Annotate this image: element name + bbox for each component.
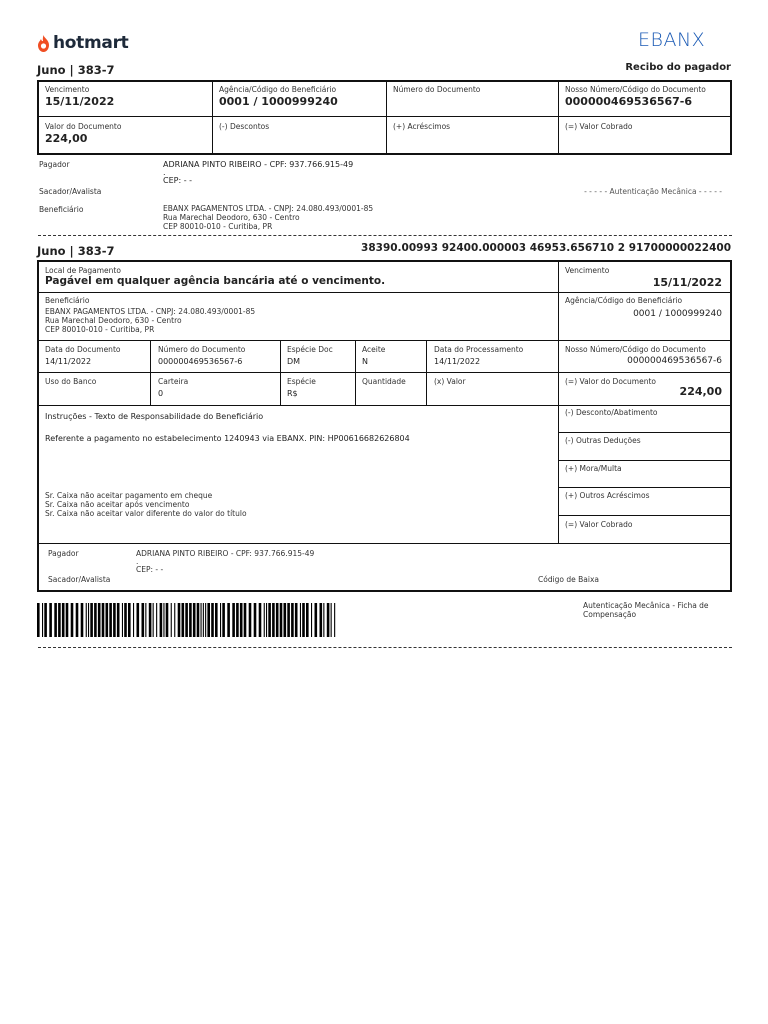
barcode-bar: [124, 603, 127, 637]
receipt-valor-doc: 224,00: [45, 132, 88, 145]
slip-data-proc-label: Data do Processamento: [434, 345, 524, 354]
barcode-bar: [266, 603, 267, 637]
barcode-bar: [197, 603, 200, 637]
slip-beneficiario-line: EBANX PAGAMENTOS LTDA. - CNPJ: 24.080.493/0001-85: [45, 307, 256, 316]
slip-instrucao-line: Sr. Caixa não aceitar após vencimento: [45, 500, 190, 509]
receipt-beneficiario-block: [163, 204, 373, 231]
slip-bank-code: Juno | 383-7: [37, 244, 115, 258]
barcode-bar: [171, 603, 172, 637]
barcode-bar: [264, 603, 265, 637]
slip-valor-cobrado-label: (=) Valor Cobrado: [565, 520, 633, 529]
barcode-bar: [94, 603, 97, 637]
receipt-vencimento-label: Vencimento: [45, 85, 90, 94]
slip-autenticacao-ficha: Autenticação Mecânica - Ficha de Compensação: [583, 601, 709, 619]
slip-nosso-numero: 000000469536567-6: [627, 356, 722, 366]
slip-numero-doc: 000000469536567-6: [158, 357, 243, 366]
barcode-bar: [211, 603, 214, 637]
slip-instrucoes-block: [45, 491, 247, 518]
receipt-numero-doc-label: Número do Documento: [393, 85, 481, 94]
barcode-bar: [315, 603, 318, 637]
barcode-bar: [128, 603, 131, 637]
slip-aceite-label: Aceite: [362, 345, 386, 354]
barcode-bar: [244, 603, 247, 637]
slip-instrucoes-title: Instruções - Texto de Responsabilidade do Beneficiário: [45, 412, 264, 421]
barcode-bar: [331, 603, 332, 637]
barcode-bar: [276, 603, 279, 637]
receipt-sacador-label: Sacador/Avalista: [39, 187, 102, 196]
barcode-bar: [302, 603, 305, 637]
barcode-bar: [295, 603, 298, 637]
receipt-agencia-label: Agência/Código do Beneficiário: [219, 85, 337, 94]
slip-instrucao-line: Sr. Caixa não aceitar pagamento em cheque: [45, 491, 213, 500]
barcode-bar: [76, 603, 79, 637]
slip-nosso-numero-label: Nosso Número/Código do Documento: [565, 345, 706, 354]
slip-beneficiario-block: [45, 307, 255, 334]
barcode-bar: [142, 603, 145, 637]
slip-data-doc-label: Data do Documento: [45, 345, 121, 354]
barcode-bar: [98, 603, 101, 637]
receipt-autenticacao: - - - - - Autenticação Mecânica - - - - -: [584, 187, 722, 196]
barcode-bar: [240, 603, 243, 637]
barcode-bar: [160, 603, 163, 637]
barcode-bar: [49, 603, 52, 637]
slip-data-proc: 14/11/2022: [434, 357, 481, 366]
barcode-bar: [201, 603, 202, 637]
slip-beneficiario-line: Rua Marechal Deodoro, 630 - Centro: [45, 316, 182, 325]
slip-carteira: 0: [158, 389, 164, 398]
barcode-bar: [259, 603, 262, 637]
barcode-bar: [284, 603, 287, 637]
barcode-bar: [62, 603, 65, 637]
receipt-acrescimos-label: (+) Acréscimos: [393, 122, 451, 131]
slip-valor-doc: 224,00: [679, 385, 722, 398]
slip-agencia: 0001 / 1000999240: [633, 309, 722, 319]
receipt-pagador-dot: .: [163, 168, 166, 177]
slip-vencimento-label: Vencimento: [565, 266, 610, 275]
barcode-bar: [227, 603, 230, 637]
barcode-bar: [215, 603, 218, 637]
receipt-cep: CEP: - -: [163, 176, 193, 185]
slip-beneficiario-label: Beneficiário: [45, 296, 90, 305]
slip-sacador-label: Sacador/Avalista: [48, 575, 111, 584]
barcode-bar: [174, 603, 175, 637]
slip-aceite: N: [362, 357, 368, 366]
barcode-bar: [166, 603, 169, 637]
receipt-title: Recibo do pagador: [625, 62, 731, 73]
barcode-bar: [178, 603, 181, 637]
barcode-bar: [287, 603, 290, 637]
barcode-bar: [133, 603, 134, 637]
slip-data-doc: 14/11/2022: [45, 357, 92, 366]
barcode-bar: [58, 603, 61, 637]
slip-instrucao-line: Sr. Caixa não aceitar valor diferente do valor do título: [45, 509, 247, 518]
slip-pagador-dot: .: [136, 557, 139, 566]
barcode-bar: [137, 603, 140, 637]
barcode-bar: [236, 603, 239, 637]
barcode-bar: [156, 603, 157, 637]
barcode-bar: [117, 603, 120, 637]
barcode-bar: [81, 603, 84, 637]
hotmart-wordmark: hotmart: [53, 33, 129, 53]
receipt-nosso-numero: 000000469536567-6: [565, 95, 693, 108]
barcode-bar: [189, 603, 192, 637]
slip-mora-label: (+) Mora/Multa: [565, 464, 622, 473]
slip-especie: R$: [287, 389, 298, 398]
slip-numero-doc-label: Número do Documento: [158, 345, 246, 354]
receipt-beneficiario-line: Rua Marechal Deodoro, 630 - Centro: [163, 213, 300, 222]
barcode-bar: [249, 603, 252, 637]
hotmart-logo: [36, 33, 129, 53]
receipt-bank-code: Juno | 383-7: [37, 63, 115, 77]
receipt-descontos-label: (-) Descontos: [219, 122, 270, 131]
barcode-bar: [254, 603, 257, 637]
receipt-pagador-label: Pagador: [39, 160, 70, 169]
barcode-bar: [222, 603, 225, 637]
barcode-bar: [280, 603, 283, 637]
slip-uso-banco-label: Uso do Banco: [45, 377, 97, 386]
slip-pagador-label: Pagador: [48, 549, 79, 558]
barcode-bar: [37, 603, 40, 637]
barcode-bar: [106, 603, 109, 637]
receipt-beneficiario-line: EBANX PAGAMENTOS LTDA. - CNPJ: 24.080.493/0001-85: [163, 204, 374, 213]
receipt-beneficiario-line: CEP 80010-010 - Curitiba, PR: [163, 222, 273, 231]
slip-cep: CEP: - -: [136, 565, 164, 574]
slip-quantidade-label: Quantidade: [362, 377, 406, 386]
barcode-bar: [268, 603, 271, 637]
slip-especie-doc: DM: [287, 357, 301, 366]
barcode-bar: [88, 603, 89, 637]
barcode-bar: [66, 603, 69, 637]
barcode-bar: [109, 603, 112, 637]
barcode-bar: [153, 603, 154, 637]
slip-beneficiario-line: CEP 80010-010 - Curitiba, PR: [45, 325, 155, 334]
slip-desconto-label: (-) Desconto/Abatimento: [565, 408, 658, 417]
barcode-bar: [145, 603, 146, 637]
barcode-bar: [207, 603, 210, 637]
barcode-bar: [311, 603, 312, 637]
barcode-bar: [203, 603, 204, 637]
barcode-bar: [90, 603, 93, 637]
barcode-bar: [185, 603, 188, 637]
slip-outras-deducoes-label: (-) Outras Deduções: [565, 436, 641, 445]
receipt-valor-doc-label: Valor do Documento: [45, 122, 122, 131]
barcode-bar: [149, 603, 152, 637]
slip-carteira-label: Carteira: [158, 377, 189, 386]
slip-instrucoes-ref: Referente a pagamento no estabelecimento 1240943 via EBANX. PIN: HP00616682626804: [45, 434, 410, 443]
receipt-vencimento: 15/11/2022: [45, 95, 115, 108]
cut-line: [38, 235, 732, 236]
barcode-bar: [306, 603, 309, 637]
barcode-bar: [54, 603, 57, 637]
slip-especie-label: Espécie: [287, 377, 316, 386]
hotmart-flame-icon: [36, 35, 51, 52]
barcode-bar: [300, 603, 301, 637]
barcode-bar: [122, 603, 123, 637]
bottom-cut-line: [38, 647, 732, 648]
barcode-bar: [182, 603, 185, 637]
barcode-bar: [42, 603, 43, 637]
slip-outros-acrescimos-label: (+) Outros Acréscimos: [565, 491, 650, 500]
barcode-bar: [44, 603, 47, 637]
receipt-pagador: ADRIANA PINTO RIBEIRO - CPF: 937.766.915-49: [163, 160, 354, 169]
slip-linha-digitavel: 38390.00993 92400.000003 46953.656710 2 91700000022400: [361, 242, 731, 254]
barcode-bar: [71, 603, 74, 637]
barcode-bar: [320, 603, 323, 637]
ebanx-logo: EBANX: [638, 29, 706, 51]
slip-especie-doc-label: Espécie Doc: [287, 345, 333, 354]
barcode-bar: [291, 603, 294, 637]
barcode-bar: [86, 603, 87, 637]
barcode-bar: [205, 603, 206, 637]
barcode-bar: [193, 603, 196, 637]
barcode-bar: [102, 603, 105, 637]
barcode-bar: [334, 603, 335, 637]
receipt-beneficiario-label: Beneficiário: [39, 205, 84, 214]
slip-agencia-label: Agência/Código do Beneficiário: [565, 296, 683, 305]
barcode-bar: [323, 603, 324, 637]
slip-valor-doc-label: (=) Valor do Documento: [565, 377, 656, 386]
barcode-bar: [272, 603, 275, 637]
barcode-bar: [163, 603, 164, 637]
barcode-bar: [232, 603, 235, 637]
slip-pagador: ADRIANA PINTO RIBEIRO - CPF: 937.766.915-49: [136, 549, 315, 558]
barcode-bar: [327, 603, 330, 637]
slip-local: Pagável em qualquer agência bancária até o vencimento.: [45, 275, 386, 287]
slip-x-valor-label: (x) Valor: [434, 377, 466, 386]
slip-local-label: Local de Pagamento: [45, 266, 121, 275]
barcode: [37, 603, 337, 637]
slip-codigo-baixa-label: Código de Baixa: [538, 575, 600, 584]
slip-vencimento: 15/11/2022: [652, 276, 722, 289]
receipt-agencia: 0001 / 1000999240: [219, 95, 338, 108]
barcode-bar: [113, 603, 116, 637]
barcode-bar: [220, 603, 221, 637]
receipt-nosso-numero-label: Nosso Número/Código do Documento: [565, 85, 706, 94]
receipt-valor-cobrado-label: (=) Valor Cobrado: [565, 122, 633, 131]
